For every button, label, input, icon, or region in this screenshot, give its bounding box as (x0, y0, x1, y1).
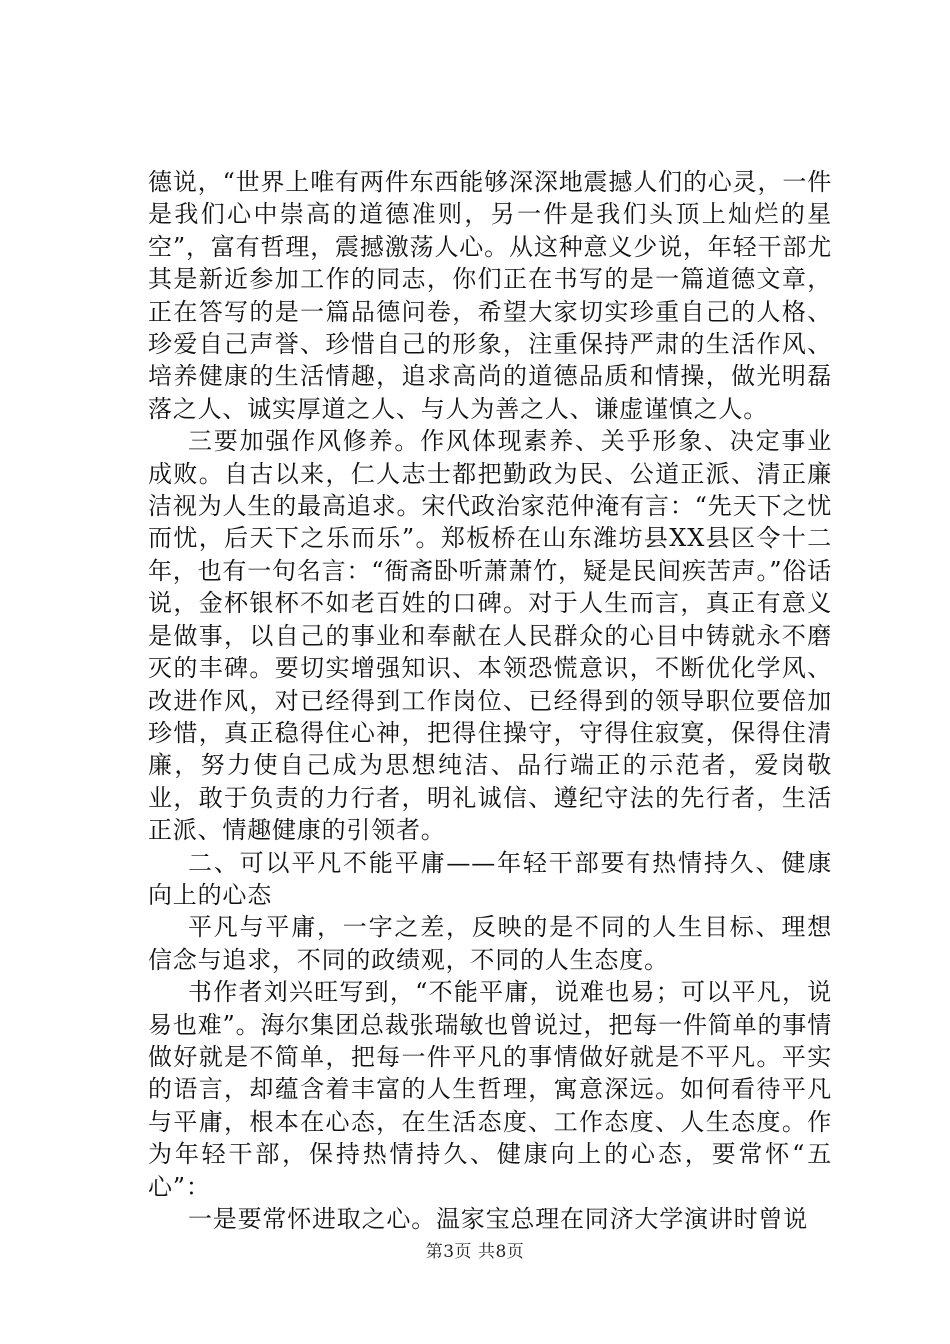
paragraph-2: 三要加强作风修养。作风体现素养、关乎形象、决定事业成败。自古以来，仁人志士都把勤政为民、公道正派、清正廉洁视为人生的最高追求。宋代政治家范仲淹有言：“先天下之忧而忧，后天下之乐而乐”。郑板桥在山东潍坊县XX县区令十二年，也有一句名言：“衙斋卧听萧萧竹，疑是民间疾苦声。”俗话说，金杯银杯不如老百姓的口碑。对于人生而言，真正有意义是做事，以自己的事业和奉献在人民群众的心目中铸就永不磨灭的丰碑。要切实增强知识、本领恐慌意识，不断优化学风、改进作风，对已经得到工作岗位、已经得到的领导职位要倍加珍惜，真正稳得住心神，把得住操守，守得住寂寞，保得住清廉，努力使自己成为思想纯洁、品行端正的示范者，爱岗敬业，敢于负责的力行者，明礼诚信、遵纪守法的先行者，生活正派、情趣健康的引领者。 (148, 427, 832, 845)
paragraph-5: 一是要常怀进取之心。温家宝总理在同济大学演讲时曾说 (188, 1205, 808, 1233)
page-number-footer: 第3页 共8页 (425, 1242, 525, 1262)
paragraph-1: 德说，“世界上唯有两件东西能够深深地震撼人们的心灵，一件是我们心中崇高的道德准则，另一件是我们头顶上灿烂的星空”，富有哲理，震撼激荡人心。从这种意义少说，年轻干部尤其是新近参加工作的同志，你们正在书写的是一篇道德文章，正在答写的是一篇品德问卷，希望大家切实珍重自己的人格、珍爱自己声誉、珍惜自己的形象，注重保持严肃的生活作风、培养健康的生活情趣，追求高尚的道德品质和情操，做光明磊落之人、诚实厚道之人、与人为善之人、谦虚谨慎之人。 (148, 168, 832, 423)
section-heading: 二、可以平凡不能平庸——年轻干部要有热情持久、健康向上的心态 (148, 848, 832, 909)
document-body (148, 166, 832, 1235)
paragraph-3: 平凡与平庸，一字之差，反映的是不同的人生目标、理想信念与追求，不同的政绩观，不同的人生态度。 (148, 913, 832, 974)
paragraph-4: 书作者刘兴旺写到，“不能平庸，说难也易；可以平凡，说易也难”。海尔集团总裁张瑞敏也曾说过，把每一件简单的事情做好就是不简单，把每一件平凡的事情做好就是不平凡。平实的语言，却蕴含着丰富的人生哲理，寓意深远。如何看待平凡与平庸，根本在心态，在生活态度、工作态度、人生态度。作为年轻干部，保持热情持久、健康向上的心态，要常怀“五心”： (148, 978, 832, 1201)
